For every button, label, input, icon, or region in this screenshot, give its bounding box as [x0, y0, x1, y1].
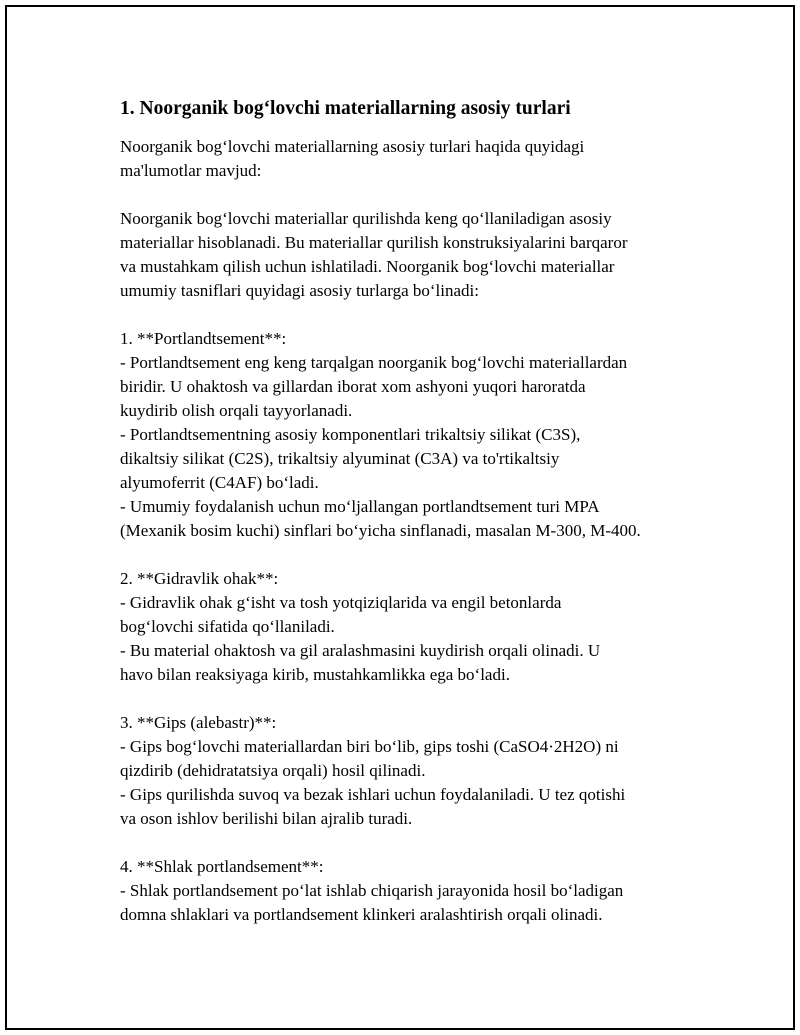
section-heading: 2. **Gidravlik ohak**: — [120, 569, 279, 588]
intro-paragraph: Noorganik bog‘lovchi materiallarning asosiy turlari haqida quyidagi ma'lumotlar mavjud: — [120, 137, 585, 180]
section-shlak-portlandsement — [120, 855, 710, 927]
section-portlandtsement — [120, 327, 710, 543]
section-item: - Bu material ohaktosh va gil aralashmasini kuydirish orqali olinadi. U havo bilan reaksiyaga kirib, mustahkamlikka ega bo‘ladi. — [120, 641, 601, 684]
section-item: - Umumiy foydalanish uchun mo‘ljallangan portlandtsement turi MPA (Mexanik bosim kuchi) sinflari bo‘yicha sinflanadi, masalan M-300, M-400. — [120, 497, 641, 540]
document-title: 1. Noorganik bog‘lovchi materiallarning asosiy turlari — [120, 98, 571, 119]
document-content — [120, 97, 710, 927]
section-item: - Shlak portlandsement po‘lat ishlab chiqarish jarayonida hosil bo‘ladigan domna shlaklari va portlandsement klinkeri aralashtirish orqali olinadi. — [120, 881, 624, 924]
section-heading: 3. **Gips (alebastr)**: — [120, 713, 277, 732]
section-item: - Portlandtsementning asosiy komponentlari trikaltsiy silikat (C3S), dikaltsiy silikat (C2S), trikaltsiy alyuminat (C3A) va to'rtikaltsiy alyumoferrit (C4AF) bo‘ladi. — [120, 425, 581, 492]
section-item: - Gidravlik ohak g‘isht va tosh yotqiziqlarida va engil betonlarda bog‘lovchi sifatida qo‘llaniladi. — [120, 593, 562, 636]
section-item: - Gips bog‘lovchi materiallardan biri bo‘lib, gips toshi (CaSO4·2H2O) ni qizdirib (dehidratatsiya orqali) hosil qilinadi. — [120, 737, 619, 780]
section-item: - Gips qurilishda suvoq va bezak ishlari uchun foydalaniladi. U tez qotishi va oson ishlov berilishi bilan ajralib turadi. — [120, 785, 626, 828]
section-heading: 4. **Shlak portlandsement**: — [120, 857, 324, 876]
section-heading: 1. **Portlandtsement**: — [120, 329, 287, 348]
section-item: - Portlandtsement eng keng tarqalgan noorganik bog‘lovchi materiallardan biridir. U ohaktosh va gillardan iborat xom ashyoni yuqori haroratda kuydirib olish orqali tayyorlanadi. — [120, 353, 628, 420]
intro-paragraph: Noorganik bog‘lovchi materiallar qurilishda keng qo‘llaniladigan asosiy materiallar hisoblanadi. Bu materiallar qurilish konstruksiyalarini barqaror va mustahkam qilish uchun ishlatiladi. Noorganik bog‘lovchi materiallar umumiy tasniflari quyidagi asosiy turlarga bo‘linadi: — [120, 209, 628, 300]
document-page — [5, 5, 795, 1030]
section-gips — [120, 711, 710, 831]
section-gidravlik-ohak — [120, 567, 710, 687]
